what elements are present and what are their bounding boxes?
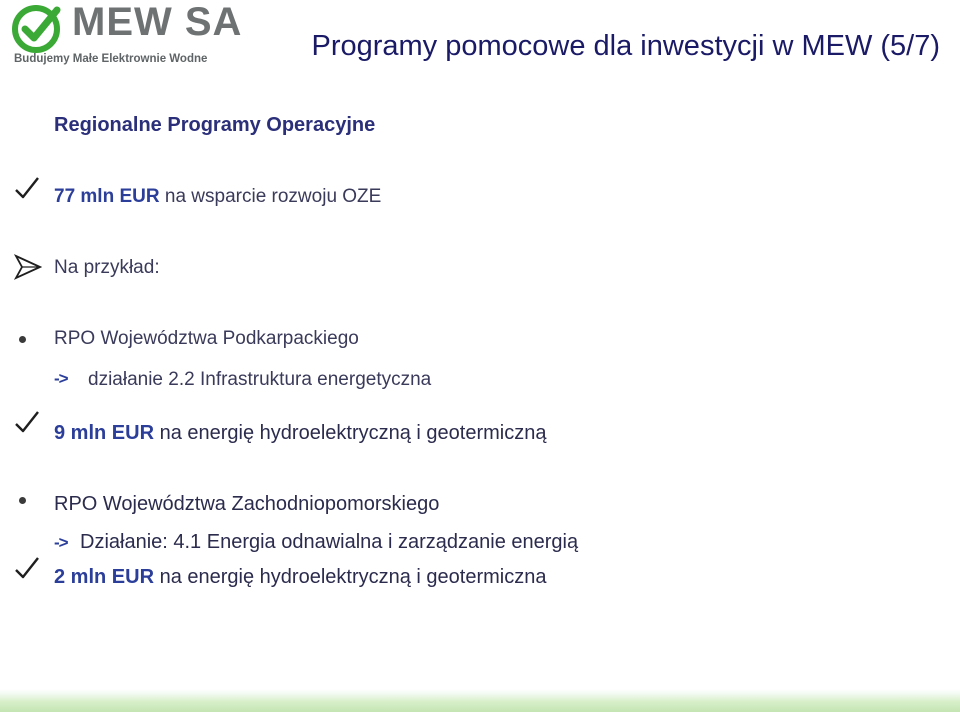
- amount-highlight: 2 mln EUR: [54, 566, 155, 588]
- item-text: na energię hydroelektryczną i geotermiczną: [154, 422, 547, 444]
- amount-highlight: 9 mln EUR: [54, 422, 155, 444]
- item-text: na energię hydroelektryczną i geotermiczna: [154, 566, 547, 588]
- list-item-9mln: [54, 422, 546, 445]
- list-item-2mln: [54, 566, 546, 589]
- item-text: na wsparcie rozwoju OZE: [159, 186, 382, 207]
- logo-tagline: Budujemy Małe Elektrownie Wodne: [14, 53, 208, 65]
- checkmark-icon: [14, 556, 40, 582]
- list-item-action-2-2: działanie 2.2 Infrastruktura energetyczna: [88, 369, 432, 390]
- list-item-rpo-zachodniopomorskie: RPO Województwa Zachodniopomorskiego: [54, 493, 440, 515]
- footer-green-band: [0, 689, 960, 712]
- company-logo: [12, 0, 244, 68]
- list-item-action-4-1: Działanie: 4.1 Energia odnawialna i zarządzanie energią: [80, 531, 579, 553]
- checkmark-icon: [14, 410, 40, 436]
- arrow-marker: ->: [54, 369, 68, 388]
- section-heading: Regionalne Programy Operacyjne: [54, 114, 376, 136]
- amount-highlight: 77 mln EUR: [54, 186, 160, 207]
- dot-bullet-icon: [19, 497, 26, 504]
- green-circle-check-logo-icon: [12, 4, 62, 54]
- arrow-marker: ->: [54, 533, 68, 552]
- checkmark-icon: [14, 176, 40, 202]
- logo-name: MEW SA: [72, 0, 243, 44]
- list-item-support-oze: [54, 186, 381, 208]
- arrowhead-bullet-icon: [14, 254, 42, 280]
- slide-title: Programy pomocowe dla inwestycji w MEW (5/7): [311, 30, 940, 62]
- list-item-example: Na przykład:: [54, 257, 160, 278]
- dot-bullet-icon: [19, 336, 26, 343]
- list-item-rpo-podkarpackie: RPO Województwa Podkarpackiego: [54, 328, 359, 349]
